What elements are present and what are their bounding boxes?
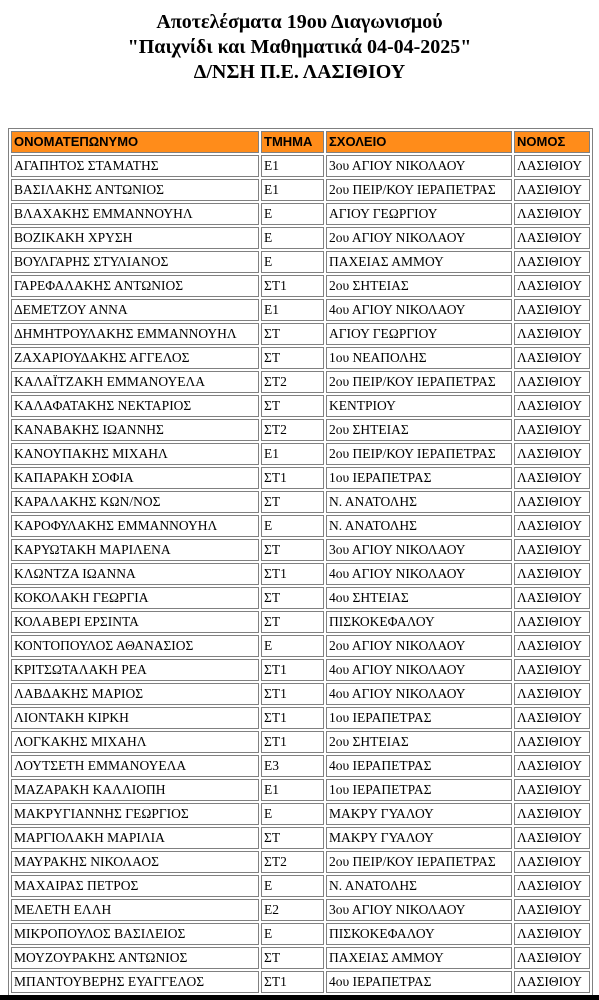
class-cell: ΣΤ1 xyxy=(261,683,324,705)
table-row xyxy=(11,539,590,561)
student-name-cell: ΚΡΙΤΣΩΤΑΛΑΚΗ ΡΕΑ xyxy=(11,659,259,681)
school-cell: 2ου ΠΕΙΡ/ΚΟΥ ΙΕΡΑΠΕΤΡΑΣ xyxy=(326,443,512,465)
school-cell: Ν. ΑΝΑΤΟΛΗΣ xyxy=(326,491,512,513)
school-cell: 2ου ΠΕΙΡ/ΚΟΥ ΙΕΡΑΠΕΤΡΑΣ xyxy=(326,851,512,873)
table-row xyxy=(11,227,590,249)
school-cell: 4ου ΙΕΡΑΠΕΤΡΑΣ xyxy=(326,971,512,993)
student-name-cell: ΜΕΛΕΤΗ ΕΛΛΗ xyxy=(11,899,259,921)
table-row xyxy=(11,515,590,537)
prefecture-cell: ΛΑΣΙΘΙΟΥ xyxy=(514,803,590,825)
student-name-cell: ΜΑΖΑΡΑΚΗ ΚΑΛΛΙΟΠΗ xyxy=(11,779,259,801)
prefecture-cell: ΛΑΣΙΘΙΟΥ xyxy=(514,299,590,321)
school-cell: ΜΑΚΡΥ ΓΥΑΛΟΥ xyxy=(326,803,512,825)
prefecture-cell: ΛΑΣΙΘΙΟΥ xyxy=(514,251,590,273)
class-cell: Ε1 xyxy=(261,443,324,465)
student-name-cell: ΔΗΜΗΤΡΟΥΛΑΚΗΣ ΕΜΜΑΝΝΟΥΗΛ xyxy=(11,323,259,345)
column-header-school: ΣΧΟΛΕΙΟ xyxy=(326,131,512,153)
table-row xyxy=(11,179,590,201)
class-cell: Ε xyxy=(261,803,324,825)
column-header-class: ΤΜΗΜΑ xyxy=(261,131,324,153)
class-cell: ΣΤ xyxy=(261,827,324,849)
school-cell: 2ου ΑΓΙΟΥ ΝΙΚΟΛΑΟΥ xyxy=(326,227,512,249)
prefecture-cell: ΛΑΣΙΘΙΟΥ xyxy=(514,275,590,297)
school-cell: 2ου ΠΕΙΡ/ΚΟΥ ΙΕΡΑΠΕΤΡΑΣ xyxy=(326,371,512,393)
class-cell: ΣΤ xyxy=(261,491,324,513)
class-cell: Ε xyxy=(261,875,324,897)
results-title: Αποτελέσματα 19ου Διαγωνισμού xyxy=(156,11,443,33)
table-row xyxy=(11,491,590,513)
prefecture-cell: ΛΑΣΙΘΙΟΥ xyxy=(514,179,590,201)
class-cell: ΣΤ1 xyxy=(261,707,324,729)
class-cell: Ε1 xyxy=(261,299,324,321)
student-name-cell: ΚΑΝΑΒΑΚΗΣ ΙΩΑΝΝΗΣ xyxy=(11,419,259,441)
table-row xyxy=(11,635,590,657)
student-name-cell: ΚΟΚΟΛΑΚΗ ΓΕΩΡΓΙΑ xyxy=(11,587,259,609)
table-row xyxy=(11,707,590,729)
prefecture-cell: ΛΑΣΙΘΙΟΥ xyxy=(514,203,590,225)
prefecture-cell: ΛΑΣΙΘΙΟΥ xyxy=(514,539,590,561)
class-cell: ΣΤ xyxy=(261,323,324,345)
student-name-cell: ΛΑΒΔΑΚΗΣ ΜΑΡΙΟΣ xyxy=(11,683,259,705)
prefecture-cell: ΛΑΣΙΘΙΟΥ xyxy=(514,635,590,657)
table-row xyxy=(11,395,590,417)
table-row xyxy=(11,563,590,585)
class-cell: ΣΤ xyxy=(261,347,324,369)
prefecture-cell: ΛΑΣΙΘΙΟΥ xyxy=(514,563,590,585)
student-name-cell: ΜΑΥΡΑΚΗΣ ΝΙΚΟΛΑΟΣ xyxy=(11,851,259,873)
table-row xyxy=(11,659,590,681)
class-cell: ΣΤ1 xyxy=(261,563,324,585)
school-cell: ΠΙΣΚΟΚΕΦΑΛΟΥ xyxy=(326,611,512,633)
bottom-divider xyxy=(0,995,599,1000)
school-cell: 4ου ΣΗΤΕΙΑΣ xyxy=(326,587,512,609)
prefecture-cell: ΛΑΣΙΘΙΟΥ xyxy=(514,443,590,465)
column-header-prefecture: ΝΟΜΟΣ xyxy=(514,131,590,153)
school-cell: 2ου ΑΓΙΟΥ ΝΙΚΟΛΑΟΥ xyxy=(326,635,512,657)
class-cell: Ε xyxy=(261,515,324,537)
school-cell: 2ου ΠΕΙΡ/ΚΟΥ ΙΕΡΑΠΕΤΡΑΣ xyxy=(326,179,512,201)
prefecture-cell: ΛΑΣΙΘΙΟΥ xyxy=(514,779,590,801)
student-name-cell: ΚΟΛΑΒΕΡΙ ΕΡΣΙΝΤΑ xyxy=(11,611,259,633)
document-header xyxy=(0,10,599,85)
student-name-cell: ΔΕΜΕΤΖΟΥ ΑΝΝΑ xyxy=(11,299,259,321)
student-name-cell: ΛΙΟΝΤΑΚΗ ΚΙΡΚΗ xyxy=(11,707,259,729)
prefecture-cell: ΛΑΣΙΘΙΟΥ xyxy=(514,707,590,729)
school-cell: 1ου ΙΕΡΑΠΕΤΡΑΣ xyxy=(326,779,512,801)
school-cell: ΠΑΧΕΙΑΣ ΑΜΜΟΥ xyxy=(326,251,512,273)
student-name-cell: ΜΠΑΝΤΟΥΒΕΡΗΣ ΕΥΑΓΓΕΛΟΣ xyxy=(11,971,259,993)
prefecture-cell: ΛΑΣΙΘΙΟΥ xyxy=(514,971,590,993)
class-cell: ΣΤ xyxy=(261,539,324,561)
table-row xyxy=(11,203,590,225)
school-cell: ΠΙΣΚΟΚΕΦΑΛΟΥ xyxy=(326,923,512,945)
class-cell: Ε1 xyxy=(261,155,324,177)
student-name-cell: ΚΑΝΟΥΠΑΚΗΣ ΜΙΧΑΗΛ xyxy=(11,443,259,465)
table-row xyxy=(11,803,590,825)
table-row xyxy=(11,947,590,969)
student-name-cell: ΒΛΑΧΑΚΗΣ ΕΜΜΑΝΝΟΥΗΛ xyxy=(11,203,259,225)
school-cell: 2ου ΣΗΤΕΙΑΣ xyxy=(326,419,512,441)
class-cell: ΣΤ2 xyxy=(261,371,324,393)
school-cell: 1ου ΙΕΡΑΠΕΤΡΑΣ xyxy=(326,707,512,729)
class-cell: ΣΤ2 xyxy=(261,851,324,873)
student-name-cell: ΓΑΡΕΦΑΛΑΚΗΣ ΑΝΤΩΝΙΟΣ xyxy=(11,275,259,297)
class-cell: ΣΤ1 xyxy=(261,731,324,753)
school-cell: 2ου ΣΗΤΕΙΑΣ xyxy=(326,731,512,753)
table-row xyxy=(11,419,590,441)
table-row xyxy=(11,899,590,921)
school-cell: ΠΑΧΕΙΑΣ ΑΜΜΟΥ xyxy=(326,947,512,969)
prefecture-cell: ΛΑΣΙΘΙΟΥ xyxy=(514,731,590,753)
school-cell: ΑΓΙΟΥ ΓΕΩΡΓΙΟΥ xyxy=(326,203,512,225)
class-cell: ΣΤ xyxy=(261,947,324,969)
class-cell: ΣΤ xyxy=(261,587,324,609)
prefecture-cell: ΛΑΣΙΘΙΟΥ xyxy=(514,371,590,393)
student-name-cell: ΚΑΠΑΡΑΚΗ ΣΟΦΙΑ xyxy=(11,467,259,489)
class-cell: Ε1 xyxy=(261,179,324,201)
prefecture-cell: ΛΑΣΙΘΙΟΥ xyxy=(514,467,590,489)
prefecture-cell: ΛΑΣΙΘΙΟΥ xyxy=(514,347,590,369)
class-cell: Ε3 xyxy=(261,755,324,777)
competition-title: "Παιχνίδι και Μαθηματικά 04-04-2025" xyxy=(127,36,472,58)
student-name-cell: ΒΟΖΙΚΑΚΗ ΧΡΥΣΗ xyxy=(11,227,259,249)
school-cell: 3ου ΑΓΙΟΥ ΝΙΚΟΛΑΟΥ xyxy=(326,539,512,561)
prefecture-cell: ΛΑΣΙΘΙΟΥ xyxy=(514,923,590,945)
prefecture-cell: ΛΑΣΙΘΙΟΥ xyxy=(514,323,590,345)
class-cell: Ε xyxy=(261,635,324,657)
student-name-cell: ΛΟΥΤΣΕΤΗ ΕΜΜΑΝΟΥΕΛΑ xyxy=(11,755,259,777)
table-header-row xyxy=(11,131,590,153)
table-row xyxy=(11,323,590,345)
column-header-name: ΟΝΟΜΑΤΕΠΩΝΥΜΟ xyxy=(11,131,259,153)
student-name-cell: ΚΛΩΝΤΖΑ ΙΩΑΝΝΑ xyxy=(11,563,259,585)
table-row xyxy=(11,299,590,321)
class-cell: Ε xyxy=(261,251,324,273)
table-row xyxy=(11,779,590,801)
prefecture-cell: ΛΑΣΙΘΙΟΥ xyxy=(514,755,590,777)
school-cell: 4ου ΑΓΙΟΥ ΝΙΚΟΛΑΟΥ xyxy=(326,659,512,681)
school-cell: 4ου ΙΕΡΑΠΕΤΡΑΣ xyxy=(326,755,512,777)
table-row xyxy=(11,827,590,849)
student-name-cell: ΜΑΡΓΙΟΛΑΚΗ ΜΑΡΙΛΙΑ xyxy=(11,827,259,849)
class-cell: ΣΤ xyxy=(261,395,324,417)
table-row xyxy=(11,275,590,297)
table-row xyxy=(11,251,590,273)
class-cell: Ε1 xyxy=(261,779,324,801)
school-cell: Ν. ΑΝΑΤΟΛΗΣ xyxy=(326,875,512,897)
table-row xyxy=(11,587,590,609)
table-row xyxy=(11,971,590,993)
student-name-cell: ΜΑΧΑΙΡΑΣ ΠΕΤΡΟΣ xyxy=(11,875,259,897)
school-cell: 3ου ΑΓΙΟΥ ΝΙΚΟΛΑΟΥ xyxy=(326,155,512,177)
class-cell: ΣΤ xyxy=(261,611,324,633)
student-name-cell: ΚΑΛΑΦΑΤΑΚΗΣ ΝΕΚΤΑΡΙΟΣ xyxy=(11,395,259,417)
school-cell: Ν. ΑΝΑΤΟΛΗΣ xyxy=(326,515,512,537)
prefecture-cell: ΛΑΣΙΘΙΟΥ xyxy=(514,395,590,417)
table-row xyxy=(11,155,590,177)
table-row xyxy=(11,443,590,465)
student-name-cell: ΑΓΑΠΗΤΟΣ ΣΤΑΜΑΤΗΣ xyxy=(11,155,259,177)
prefecture-cell: ΛΑΣΙΘΙΟΥ xyxy=(514,515,590,537)
results-table-body xyxy=(11,155,590,993)
class-cell: ΣΤ1 xyxy=(261,275,324,297)
table-row xyxy=(11,683,590,705)
student-name-cell: ΚΑΡΟΦΥΛΑΚΗΣ ΕΜΜΑΝΝΟΥΗΛ xyxy=(11,515,259,537)
student-name-cell: ΛΟΓΚΑΚΗΣ ΜΙΧΑΗΛ xyxy=(11,731,259,753)
table-row xyxy=(11,347,590,369)
school-cell: 4ου ΑΓΙΟΥ ΝΙΚΟΛΑΟΥ xyxy=(326,563,512,585)
class-cell: Ε xyxy=(261,227,324,249)
prefecture-cell: ΛΑΣΙΘΙΟΥ xyxy=(514,851,590,873)
class-cell: ΣΤ2 xyxy=(261,419,324,441)
class-cell: Ε xyxy=(261,203,324,225)
school-cell: 2ου ΣΗΤΕΙΑΣ xyxy=(326,275,512,297)
class-cell: ΣΤ1 xyxy=(261,467,324,489)
student-name-cell: ΜΙΚΡΟΠΟΥΛΟΣ ΒΑΣΙΛΕΙΟΣ xyxy=(11,923,259,945)
prefecture-cell: ΛΑΣΙΘΙΟΥ xyxy=(514,587,590,609)
table-row xyxy=(11,851,590,873)
prefecture-cell: ΛΑΣΙΘΙΟΥ xyxy=(514,659,590,681)
student-name-cell: ΒΟΥΛΓΑΡΗΣ ΣΤΥΛΙΑΝΟΣ xyxy=(11,251,259,273)
prefecture-cell: ΛΑΣΙΘΙΟΥ xyxy=(514,827,590,849)
prefecture-cell: ΛΑΣΙΘΙΟΥ xyxy=(514,899,590,921)
table-row xyxy=(11,923,590,945)
prefecture-cell: ΛΑΣΙΘΙΟΥ xyxy=(514,611,590,633)
table-row xyxy=(11,875,590,897)
student-name-cell: ΚΑΡΑΛΑΚΗΣ ΚΩΝ/ΝΟΣ xyxy=(11,491,259,513)
student-name-cell: ΚΟΝΤΟΠΟΥΛΟΣ ΑΘΑΝΑΣΙΟΣ xyxy=(11,635,259,657)
school-cell: ΜΑΚΡΥ ΓΥΑΛΟΥ xyxy=(326,827,512,849)
prefecture-cell: ΛΑΣΙΘΙΟΥ xyxy=(514,683,590,705)
prefecture-cell: ΛΑΣΙΘΙΟΥ xyxy=(514,419,590,441)
school-cell: ΑΓΙΟΥ ΓΕΩΡΓΙΟΥ xyxy=(326,323,512,345)
school-cell: ΚΕΝΤΡΙΟΥ xyxy=(326,395,512,417)
class-cell: ΣΤ1 xyxy=(261,659,324,681)
class-cell: ΣΤ1 xyxy=(261,971,324,993)
prefecture-cell: ΛΑΣΙΘΙΟΥ xyxy=(514,947,590,969)
student-name-cell: ΜΑΚΡΥΓΙΑΝΝΗΣ ΓΕΩΡΓΙΟΣ xyxy=(11,803,259,825)
table-row xyxy=(11,467,590,489)
directorate-title: Δ/ΝΣΗ Π.Ε. ΛΑΣΙΘΙΟΥ xyxy=(193,61,406,83)
table-row xyxy=(11,731,590,753)
student-name-cell: ΖΑΧΑΡΙΟΥΔΑΚΗΣ ΑΓΓΕΛΟΣ xyxy=(11,347,259,369)
prefecture-cell: ΛΑΣΙΘΙΟΥ xyxy=(514,155,590,177)
prefecture-cell: ΛΑΣΙΘΙΟΥ xyxy=(514,227,590,249)
school-cell: 4ου ΑΓΙΟΥ ΝΙΚΟΛΑΟΥ xyxy=(326,683,512,705)
school-cell: 1ου ΙΕΡΑΠΕΤΡΑΣ xyxy=(326,467,512,489)
student-name-cell: ΒΑΣΙΛΑΚΗΣ ΑΝΤΩΝΙΟΣ xyxy=(11,179,259,201)
student-name-cell: ΜΟΥΖΟΥΡΑΚΗΣ ΑΝΤΩΝΙΟΣ xyxy=(11,947,259,969)
class-cell: Ε2 xyxy=(261,899,324,921)
prefecture-cell: ΛΑΣΙΘΙΟΥ xyxy=(514,875,590,897)
school-cell: 4ου ΑΓΙΟΥ ΝΙΚΟΛΑΟΥ xyxy=(326,299,512,321)
results-table xyxy=(8,128,593,996)
table-row xyxy=(11,611,590,633)
table-row xyxy=(11,371,590,393)
school-cell: 1ου ΝΕΑΠΟΛΗΣ xyxy=(326,347,512,369)
student-name-cell: ΚΑΡΥΩΤΑΚΗ ΜΑΡΙΛΕΝΑ xyxy=(11,539,259,561)
class-cell: Ε xyxy=(261,923,324,945)
table-row xyxy=(11,755,590,777)
school-cell: 3ου ΑΓΙΟΥ ΝΙΚΟΛΑΟΥ xyxy=(326,899,512,921)
prefecture-cell: ΛΑΣΙΘΙΟΥ xyxy=(514,491,590,513)
student-name-cell: ΚΑΛΑΪΤΖΑΚΗ ΕΜΜΑΝΟΥΕΛΑ xyxy=(11,371,259,393)
